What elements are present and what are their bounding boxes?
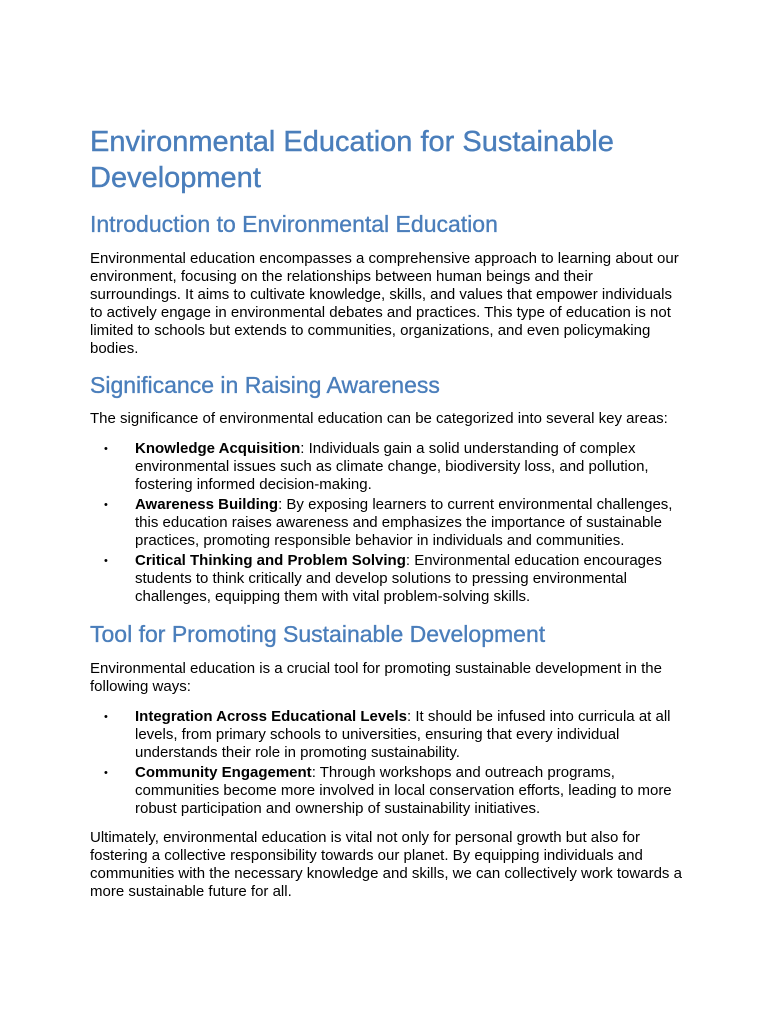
- list-item-term: Awareness Building: [135, 496, 279, 513]
- list-item-term: Knowledge Acquisition: [135, 440, 301, 457]
- document-content: [90, 124, 682, 901]
- list-item-text: : Environmental education encourages students to think critically and develop solutions to pressing environmental challenges, equipping them with vital problem-solving skills.: [135, 552, 662, 605]
- section-heading-significance: Significance in Raising Awareness: [90, 372, 440, 398]
- list-item-text: : By exposing learners to current environmental challenges, this education raises awareness and emphasizes the importance of sustainable practices, promoting responsible behavior in individuals and communities.: [135, 496, 673, 549]
- introduction-paragraph: Environmental education encompasses a comprehensive approach to learning about our environment, focusing on the relationships between human beings and their surroundings. It aims to cultivate knowledge, skills, and values that empower individuals to actively engage in environmental debates and practices. This type of education is not limited to schools but extends to communities, organizations, and even policymaking bodies.: [90, 250, 679, 357]
- list-item: [90, 552, 682, 606]
- list-item: [90, 440, 682, 494]
- list-item-term: Community Engagement: [135, 764, 312, 781]
- bullet-icon: •: [104, 443, 108, 455]
- section-heading-tool: Tool for Promoting Sustainable Development: [90, 621, 546, 647]
- conclusion-paragraph: Ultimately, environmental education is vital not only for personal growth but also for fostering a collective responsibility towards our planet. By equipping individuals and communities with the necessary knowledge and skills, we can collectively work towards a more sustainable future for all.: [90, 829, 682, 900]
- bullet-icon: •: [104, 499, 108, 511]
- list-item-term: Integration Across Educational Levels: [135, 708, 408, 725]
- document-title: Environmental Education for Sustainable Development: [90, 126, 614, 194]
- bullet-icon: •: [104, 555, 108, 567]
- list-item-text: : It should be infused into curricula at all levels, from primary schools to universities, ensuring that every individual understands their role in promoting sustainability.: [135, 708, 671, 761]
- section-heading-introduction: Introduction to Environmental Education: [90, 211, 498, 237]
- significance-list: [90, 440, 682, 606]
- list-item: [90, 764, 682, 818]
- tool-list: [90, 708, 682, 818]
- list-item: [90, 708, 682, 762]
- list-item-text: : Through workshops and outreach programs, communities become more involved in local conservation efforts, leading to more robust participation and ownership of sustainability initiatives.: [135, 764, 672, 817]
- list-item: [90, 496, 682, 550]
- bullet-icon: •: [104, 767, 108, 779]
- tool-intro: Environmental education is a crucial tool for promoting sustainable development in the following ways:: [90, 660, 662, 695]
- list-item-text: : Individuals gain a solid understanding of complex environmental issues such as climate change, biodiversity loss, and pollution, fostering informed decision-making.: [135, 440, 649, 493]
- significance-intro: The significance of environmental education can be categorized into several key areas:: [90, 410, 668, 427]
- list-item-term: Critical Thinking and Problem Solving: [135, 552, 406, 569]
- bullet-icon: •: [104, 711, 108, 723]
